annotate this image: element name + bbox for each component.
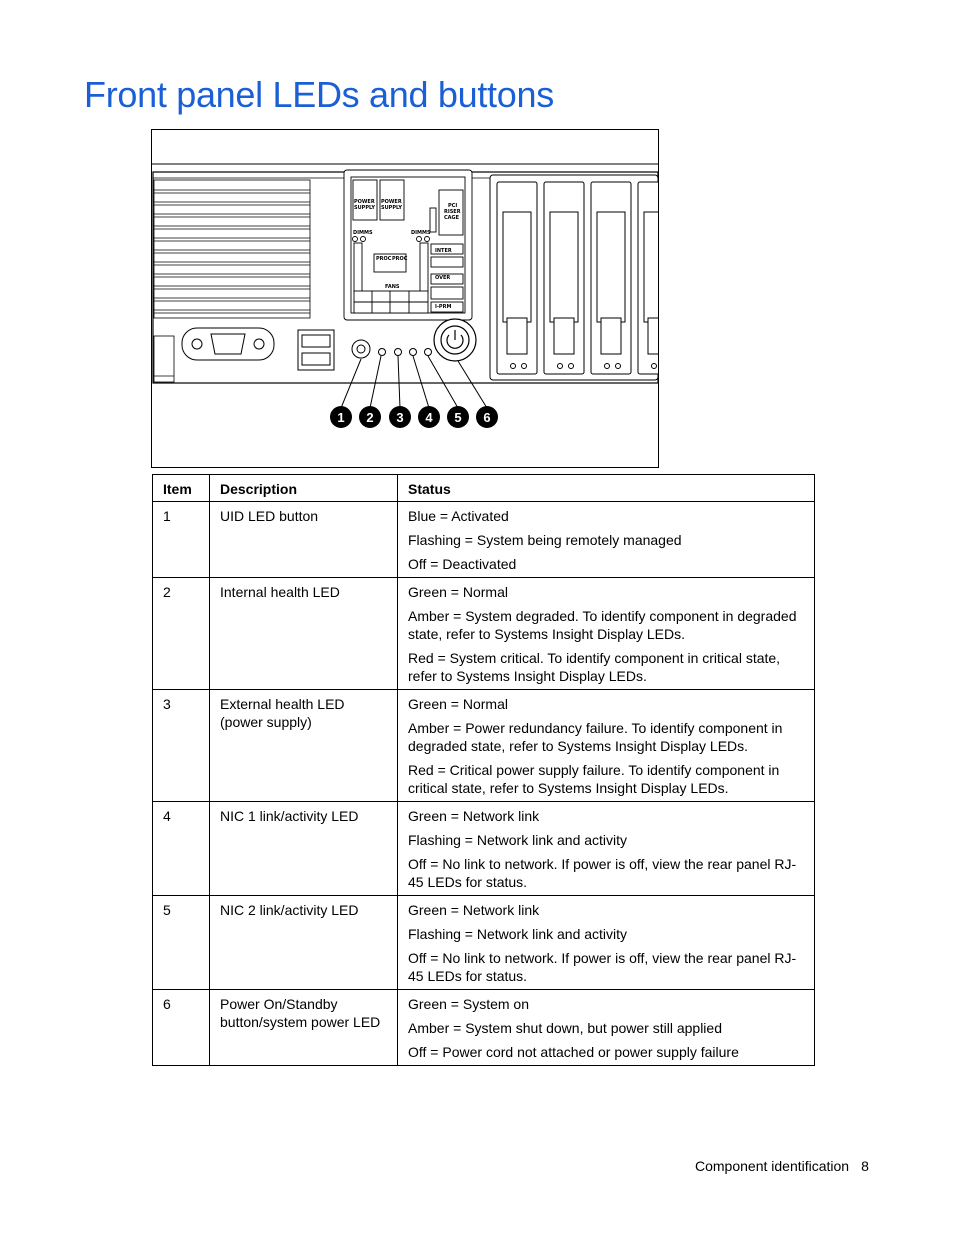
status-line: Off = No link to network. If power is off, view the rear panel RJ-45 LEDs for status.	[408, 856, 797, 890]
svg-text:I-PRM: I-PRM	[435, 304, 452, 310]
status-line: Flashing = Network link and activity	[408, 926, 628, 942]
table-row	[153, 578, 815, 690]
status-line: Blue = Activated	[408, 508, 509, 524]
status-line: Green = System on	[408, 996, 530, 1012]
svg-text:PROC: PROC	[392, 256, 408, 262]
status-line: Amber = System degraded. To identify component in degraded state, refer to Systems Insight Display LEDs.	[408, 608, 797, 642]
callout-2: 2	[366, 410, 374, 425]
table-row	[153, 802, 815, 896]
item-status	[398, 990, 815, 1066]
svg-text:CAGE: CAGE	[444, 215, 460, 221]
header-item: Item	[153, 475, 210, 502]
status-line: Amber = System shut down, but power still applied	[408, 1020, 722, 1036]
item-status	[398, 578, 815, 690]
server-front-diagram	[152, 130, 658, 467]
drive-bays	[490, 175, 658, 380]
table-row	[153, 502, 815, 578]
svg-text:POWER: POWER	[381, 199, 402, 205]
status-line: Green = Normal	[408, 696, 508, 712]
item-status	[398, 502, 815, 578]
item-number: 1	[153, 502, 210, 578]
led-description-table	[152, 474, 815, 1066]
svg-text:FANS: FANS	[385, 284, 400, 290]
table-header-row	[153, 475, 815, 502]
svg-text:RISER: RISER	[444, 209, 461, 215]
page-title: Front panel LEDs and buttons	[84, 74, 554, 115]
item-description: External health LED (power supply)	[210, 690, 398, 802]
status-line: Red = Critical power supply failure. To identify component in critical state, refer to Systems Insight Display LEDs.	[408, 762, 780, 796]
svg-text:SUPPLY: SUPPLY	[354, 205, 376, 211]
svg-text:PROC: PROC	[376, 256, 392, 262]
status-line: Off = No link to network. If power is off, view the rear panel RJ-45 LEDs for status.	[408, 950, 797, 984]
item-number: 4	[153, 802, 210, 896]
item-number: 6	[153, 990, 210, 1066]
status-line: Flashing = Network link and activity	[408, 832, 628, 848]
callout-1: 1	[337, 410, 345, 425]
item-description: NIC 2 link/activity LED	[210, 896, 398, 990]
svg-text:INTER: INTER	[435, 248, 452, 254]
item-number: 2	[153, 578, 210, 690]
svg-text:SUPPLY: SUPPLY	[381, 205, 403, 211]
page-number: 8	[861, 1158, 869, 1174]
callout-4: 4	[425, 410, 433, 425]
power-button-graphic	[434, 319, 476, 361]
item-status	[398, 690, 815, 802]
item-number: 5	[153, 896, 210, 990]
uid-button-graphic	[352, 340, 370, 358]
vent-grille	[154, 180, 310, 318]
callout-markers	[330, 406, 498, 428]
svg-text:OVER: OVER	[435, 275, 451, 281]
svg-text:PCI: PCI	[448, 203, 458, 209]
status-line: Green = Network link	[408, 902, 540, 918]
item-number: 3	[153, 690, 210, 802]
item-status	[398, 896, 815, 990]
item-description: UID LED button	[210, 502, 398, 578]
svg-text:DIMMS: DIMMS	[411, 230, 431, 236]
vga-port	[182, 328, 274, 360]
footer-section-title: Component identification	[695, 1158, 850, 1174]
front-panel-illustration	[151, 129, 659, 468]
status-line: Off = Deactivated	[408, 556, 517, 572]
status-line: Green = Normal	[408, 584, 508, 600]
usb-ports	[298, 330, 334, 370]
item-description: NIC 1 link/activity LED	[210, 802, 398, 896]
header-description: Description	[210, 475, 398, 502]
table-row	[153, 690, 815, 802]
callout-6: 6	[483, 410, 491, 425]
status-line: Off = Power cord not attached or power supply failure	[408, 1044, 739, 1060]
callout-3: 3	[396, 410, 404, 425]
callout-5: 5	[454, 410, 462, 425]
status-line: Red = System critical. To identify component in critical state, refer to Systems Insight Display LEDs.	[408, 650, 781, 684]
svg-text:POWER: POWER	[354, 199, 375, 205]
header-status: Status	[398, 475, 815, 502]
table-row	[153, 990, 815, 1066]
status-line: Green = Network link	[408, 808, 540, 824]
item-status	[398, 802, 815, 896]
page-footer	[695, 1158, 869, 1174]
status-line: Amber = Power redundancy failure. To identify component in degraded state, refer to Systems Insight Display LEDs.	[408, 720, 783, 754]
status-line: Flashing = System being remotely managed	[408, 532, 682, 548]
systems-insight-display	[344, 170, 472, 320]
item-description: Internal health LED	[210, 578, 398, 690]
table-row	[153, 896, 815, 990]
svg-text:DIMMS: DIMMS	[353, 230, 373, 236]
item-description: Power On/Standby button/system power LED	[210, 990, 398, 1066]
